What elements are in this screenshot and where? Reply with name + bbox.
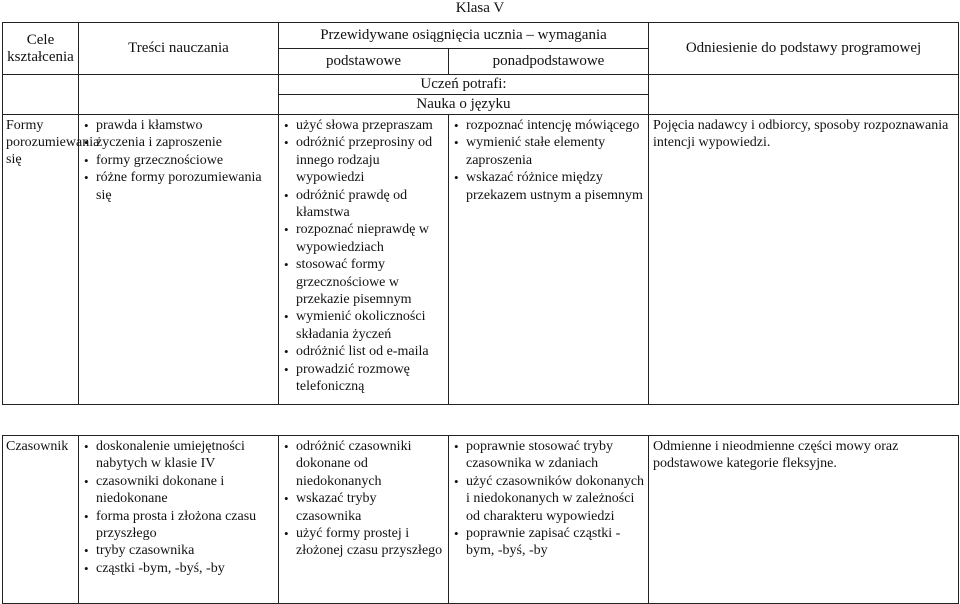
list-item: • wskazać różnice między przekazem ustnym a pisemnym xyxy=(452,169,645,204)
list-item: • tryby czasownika xyxy=(82,542,275,559)
list-item: • użyć formy prostej i złożonej czasu przyszłego xyxy=(282,525,445,560)
list-item: • poprawnie stosować tryby czasownika w zdaniach xyxy=(452,438,645,473)
basic-requirements-list xyxy=(282,438,445,560)
curriculum-reference: Odmienne i nieodmienne części mowy oraz podstawowe kategorie fleksyjne. xyxy=(649,436,959,604)
page-title: Klasa V xyxy=(455,0,505,16)
list-item: • odróżnić list od e-maila xyxy=(282,343,445,360)
list-item: • wymienić stałe elementy zaproszenia xyxy=(452,134,645,169)
row-goal: Czasownik xyxy=(3,436,79,604)
header-uczen-potrafi: Uczeń potrafi: xyxy=(279,75,649,95)
content-list xyxy=(82,438,275,577)
extended-requirements-list xyxy=(452,117,645,204)
list-item: • odróżnić przeprosiny od innego rodzaju wypowiedzi xyxy=(282,134,445,186)
list-item: • użyć słowa przepraszam xyxy=(282,117,445,134)
list-item: • cząstki -bym, -byś, -by xyxy=(82,560,275,577)
header-podstawowe: podstawowe xyxy=(279,49,449,75)
table-row xyxy=(3,436,959,604)
section-nauka-o-jezyku: Nauka o języku xyxy=(279,95,649,115)
header-przewidywane: Przewidywane osiągnięcia ucznia – wymagania xyxy=(279,23,649,49)
list-item: • poprawnie zapisać cząstki -bym, -byś, -by xyxy=(452,525,645,560)
list-item: • wymienić okoliczności składania życzeń xyxy=(282,308,445,343)
list-item: • doskonalenie umiejętności nabytych w klasie IV xyxy=(82,438,275,473)
header-cele: Cele kształcenia xyxy=(3,23,79,75)
list-item: • prowadzić rozmowę telefoniczną xyxy=(282,361,445,396)
list-item: • stosować formy grzecznościowe w przekazie pisemnym xyxy=(282,256,445,308)
list-item: • czasowniki dokonane i niedokonane xyxy=(82,473,275,508)
list-item: • życzenia i zaproszenie xyxy=(82,134,275,151)
list-item: • formy grzecznościowe xyxy=(82,152,275,169)
header-tresci: Treści nauczania xyxy=(79,23,279,75)
extended-requirements-list xyxy=(452,438,645,560)
header-odniesienie: Odniesienie do podstawy programowej xyxy=(649,23,959,75)
list-item: • różne formy porozumiewania się xyxy=(82,169,275,204)
list-item: • odróżnić prawdę od kłamstwa xyxy=(282,187,445,222)
list-item: • odróżnić czasowniki dokonane od niedokonanych xyxy=(282,438,445,490)
list-item: • użyć czasowników dokonanych i niedokonanych w zależności od charakteru wypowiedzi xyxy=(452,473,645,525)
list-item: • forma prosta i złożona czasu przyszłego xyxy=(82,508,275,543)
header-ponadpodstawowe: ponadpodstawowe xyxy=(449,49,649,75)
content-list xyxy=(82,117,275,204)
list-item: • rozpoznać nieprawdę w wypowiedziach xyxy=(282,221,445,256)
row-goal: Formy porozumiewania się xyxy=(3,115,79,405)
curriculum-reference: Pojęcia nadawcy i odbiorcy, sposoby rozpoznawania intencji wypowiedzi. xyxy=(649,115,959,405)
basic-requirements-list xyxy=(282,117,445,396)
list-item: • wskazać tryby czasownika xyxy=(282,490,445,525)
curriculum-table xyxy=(2,22,959,604)
list-item: • rozpoznać intencję mówiącego xyxy=(452,117,645,134)
table-row xyxy=(3,115,959,405)
list-item: • prawda i kłamstwo xyxy=(82,117,275,134)
